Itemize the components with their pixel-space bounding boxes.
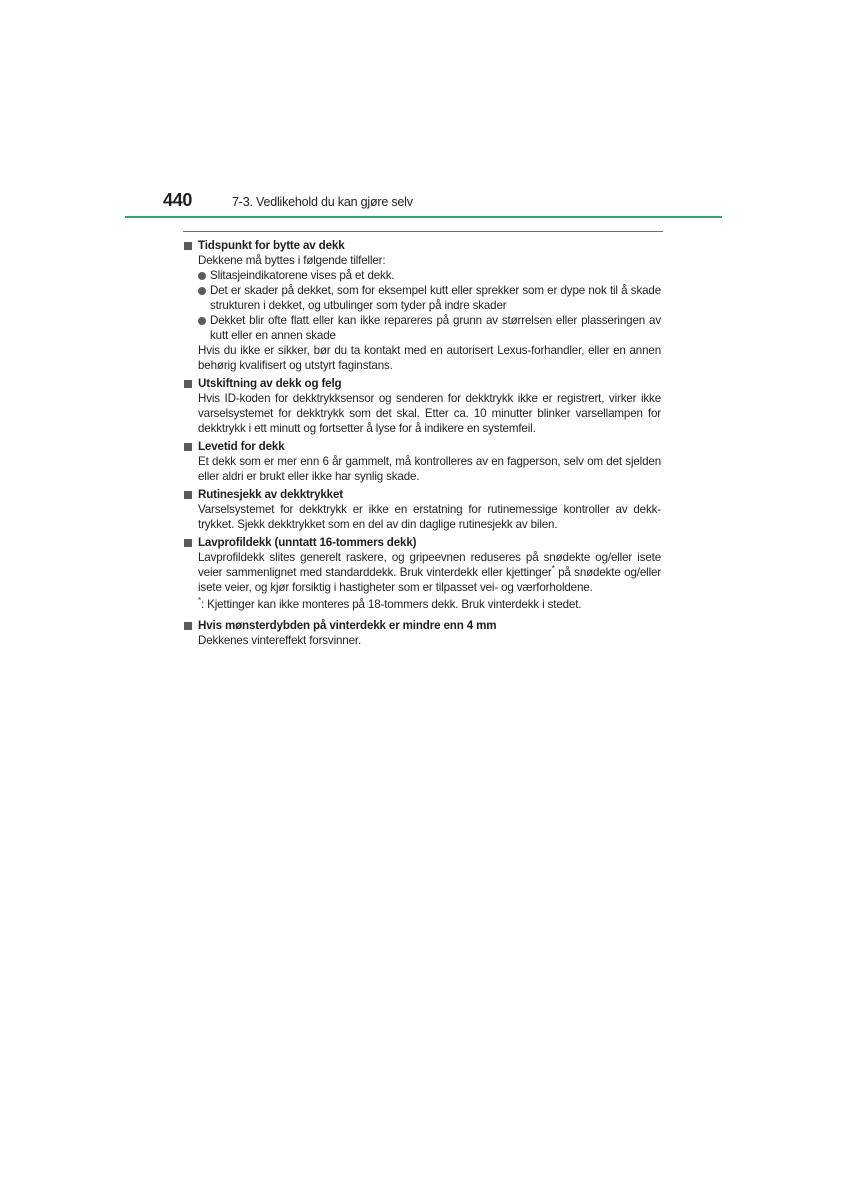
list-item-text: Det er skader på dekket, som for eksempel kutt eller sprekker som er dype nok til å skade strukturen i dekket, og utbulinger som tyder på indre skader <box>210 284 661 312</box>
list-item <box>184 283 661 313</box>
footnote-mark: * <box>551 564 555 573</box>
heading-text: Rutinesjekk av dekktrykket <box>198 488 343 501</box>
body-text: Dekkenes vintereffekt forsvinner. <box>198 634 362 647</box>
list-item <box>184 268 661 283</box>
body-text: Et dekk som er mer enn 6 år gammelt, må kontrolleres av en fagperson, selv om det sjelden eller aldri er brukt eller ikke har synlig skade. <box>198 455 661 483</box>
square-bullet-icon <box>184 491 192 499</box>
round-bullet-icon <box>198 287 206 295</box>
body-text-part: på snødekte og/eller isete veier, og kjør forsiktig i hastigheter som er tilpasset vei- og værforholdene. <box>198 566 662 594</box>
body-text: Hvis du ikke er sikker, bør du ta kontakt med en autorisert Lexus-forhandler, eller en annen behørig kvalifisert og utstyrt faginstans. <box>198 344 661 372</box>
content <box>184 238 661 648</box>
body-text: Varselsystemet for dekktrykk er ikke en erstatning for rutinemessige kontroller av dekk-trykket. Sjekk dekktrykket som en del av din daglige rutinesjekk av bilen. <box>198 503 661 531</box>
body-text: Hvis ID-koden for dekktrykksensor og senderen for dekktrykk ikke er registrert, virker ikke varselsystemet for dekktrykk som det skal. Etter ca. 10 minutter blinker varsellampen for dekktrykk i ett minutt og fortsetter å lyse for å indikere en systemfeil. <box>198 392 661 435</box>
body-text: Dekkene må byttes i følgende tilfeller: <box>198 254 386 267</box>
header-rule <box>125 216 722 218</box>
body-text-part: Lavprofildekk slites generelt raskere, og gripeevnen reduseres på snødekte og/eller isete veier sammenlignet med standarddekk. Bruk vinterdekk eller kjettinger <box>198 551 661 579</box>
section-heading <box>184 238 661 253</box>
section-heading <box>184 439 661 454</box>
square-bullet-icon <box>184 242 192 250</box>
square-bullet-icon <box>184 380 192 388</box>
footnote-mark: * <box>198 596 201 605</box>
section-heading <box>184 618 661 633</box>
square-bullet-icon <box>184 443 192 451</box>
heading-text: Tidspunkt for bytte av dekk <box>198 239 345 252</box>
heading-text: Levetid for dekk <box>198 440 285 453</box>
round-bullet-icon <box>198 272 206 280</box>
section-heading <box>184 376 661 391</box>
section-heading <box>184 487 661 502</box>
heading-text: Lavprofildekk (unntatt 16-tommers dekk) <box>198 536 417 549</box>
heading-text: Utskiftning av dekk og felg <box>198 377 342 390</box>
square-bullet-icon <box>184 539 192 547</box>
round-bullet-icon <box>198 317 206 325</box>
page-number: 440 <box>163 190 193 210</box>
list-item-text: Slitasjeindikatorene vises på et dekk. <box>210 269 395 282</box>
footnote-text: : Kjettinger kan ikke monteres på 18-tommers dekk. Bruk vinterdekk i stedet. <box>200 598 582 611</box>
section-heading <box>184 535 661 550</box>
square-bullet-icon <box>184 622 192 630</box>
body-text <box>184 550 661 595</box>
section-title: 7-3. Vedlikehold du kan gjøre selv <box>232 195 413 209</box>
heading-text: Hvis mønsterdybden på vinterdekk er mindre enn 4 mm <box>198 619 497 632</box>
content-rule <box>183 231 663 232</box>
footnote <box>184 597 661 612</box>
list-item-text: Dekket blir ofte flatt eller kan ikke repareres på grunn av størrelsen eller plasseringen av kutt eller en annen skade <box>210 314 661 342</box>
list-item <box>184 313 661 343</box>
